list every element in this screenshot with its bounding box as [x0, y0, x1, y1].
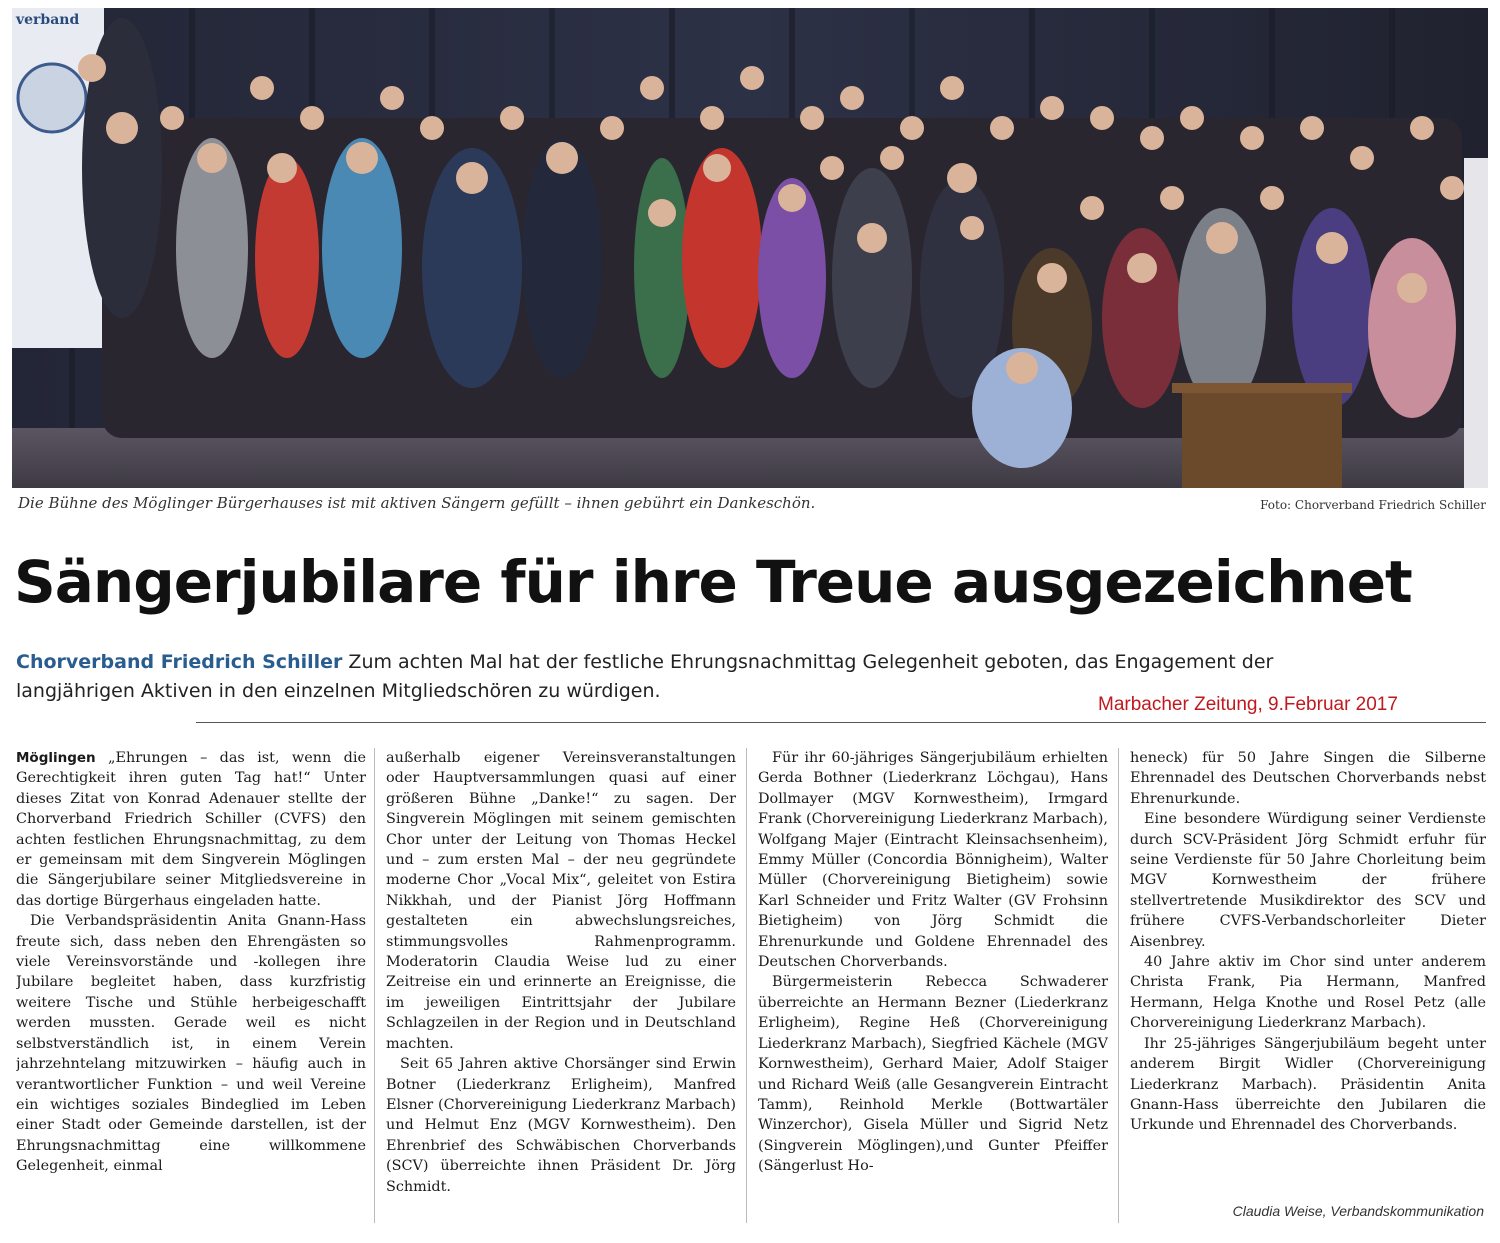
paragraph: Für ihr 60-jähriges Sängerjubiläum erhielten Gerda Bothner (Liederkranz Löchgau), Hans Dollmayer (MGV Kornwestheim), Irmgard Frank (Chorvereinigung Liederkranz Marbach), Wolfgang Majer (Eintracht Kleinsachsenheim), Emmy Müller (Concordia Bönnigheim), Walter Müller (Chorvereinigung Bietigheim) sowie Karl Schneider und Fritz Walter (GV Frohsinn Bietigheim) von Jörg Schmidt die Ehrenurkunde und Goldene Ehrennadel des Deutschen Chorverbands. [758, 750, 1108, 971]
group-photo [12, 8, 1488, 488]
headline: Sängerjubilare für ihre Treue ausgezeichnet [14, 548, 1412, 616]
article-column-1 [16, 748, 366, 1228]
paragraph-text: „Ehrungen – das ist, wenn die Gerechtigkeit ihren guten Tag hat!“ Unter dieses Zitat von Konrad Adenauer stellte der Chorverband Friedrich Schiller (CVFS) den achten festlichen Ehrungsnachmittag, zu dem er gemeinsam mit dem Singverein Möglingen die Sängerjubilare seiner Mitgliedsvereine in das dortige Bürgerhaus eingeladen hatte. [16, 750, 366, 909]
column-divider [374, 748, 375, 1223]
paragraph [16, 748, 366, 911]
column-divider [746, 748, 747, 1223]
paragraph: Seit 65 Jahren aktive Chorsänger sind Erwin Botner (Liederkranz Erligheim), Manfred Elsner (Chorvereinigung Liederkranz Marbach) und Helmut Enz (MGV Kornwestheim). Den Ehrenbrief des Schwäbischen Chorverbands (SCV) überreichte ihnen Präsident Dr. Jörg Schmidt. [386, 1056, 736, 1195]
article-column-4 [1130, 748, 1486, 1228]
source-note: Marbacher Zeitung, 9.Februar 2017 [1098, 694, 1398, 715]
lectern [1182, 388, 1342, 488]
dateline: Möglingen [16, 750, 96, 766]
paragraph: 40 Jahre aktiv im Chor sind unter anderem Christa Frank, Pia Hermann, Manfred Hermann, Helga Knothe und Rosel Petz (alle Chorvereinigung Liederkranz Marbach). [1130, 954, 1486, 1032]
article-column-2 [386, 748, 736, 1228]
photo-caption: Die Bühne des Möglinger Bürgerhauses ist mit aktiven Sängern gefüllt – ihnen gebührt ein Dankeschön. [18, 494, 816, 512]
banner-text: verband [16, 12, 80, 28]
paragraph: Bürgermeisterin Rebecca Schwaderer überreichte an Hermann Bezner (Liederkranz Erligheim), Regine Heß (Chorvereinigung Liederkranz Marbach), Siegfried Kächele (MGV Kornwestheim), Gerhard Maier, Adolf Staiger und Richard Weiß (alle Gesangverein Eintracht Tamm), Reinhold Merkle (Bottwartäler Winzerchor), Gisela Müller und Sigrid Netz (Singverein Möglingen),und Gunter Pfeiffer (Sängerlust Ho- [758, 974, 1108, 1175]
divider [196, 722, 1486, 723]
author-byline: Claudia Weise, Verbandskommunikation [1232, 1203, 1484, 1219]
paragraph: Ihr 25-jähriges Sängerjubiläum begeht unter anderem Birgit Widler (Chorvereinigung Liederkranz Marbach). Präsidentin Anita Gnann-Hass überreichte den Jubilaren die Urkunde und Ehrennadel des Chorverbands. [1130, 1035, 1486, 1134]
article-column-3 [758, 748, 1108, 1228]
choir-stage-image [12, 8, 1488, 488]
paragraph: heneck) für 50 Jahre Singen die Silberne Ehrennadel des Deutschen Chorverbands nebst Ehrenurkunde. [1130, 750, 1486, 807]
column-divider [1118, 748, 1119, 1223]
lead-text: Zum achten Mal hat der festliche Ehrungsnachmittag Gelegenheit geboten, das Engagement der langjährigen Aktiven in den einzelnen Mitgliedschören zu würdigen. [16, 651, 1274, 702]
paragraph: außerhalb eigener Vereinsveranstaltungen oder Hauptversammlungen quasi auf einer größeren Bühne „Danke!“ zu sagen. Der Singverein Möglingen mit seinem gemischten Chor unter der Leitung von Thomas Heckel und – zum ersten Mal – der neu gegründete moderne Chor „Vocal Mix“, geleitet von Estira Nikkhah, und der Pianist Jörg Hoffmann gestalteten ein abwechslungsreiches, stimmungsvolles Rahmenprogramm. Moderatorin Claudia Weise lud zu einer Zeitreise ein und erinnerte an Ereignisse, die im jeweiligen Eintrittsjahr der Jubilare Schlagzeilen in der Region und in Deutschland machten. [386, 750, 736, 1052]
kicker: Chorverband Friedrich Schiller [16, 651, 343, 673]
paragraph: Die Verbandspräsidentin Anita Gnann-Hass freute sich, dass neben den Ehrengästen so viele Vereinsvorstände und -kollegen ihre Jubilare begleitet haben, dass kurzfristig weitere Tische und Stühle herbeigeschafft werden mussten. Gerade weil es nicht selbstverständlich ist, in einem Verein jahrzehntelang mitzuwirken – häufig auch in verantwortlicher Funktion – und weil Vereine ein wichtiges soziales Bindeglied im Leben einer Stadt oder Gemeinde darstellen, ist der Ehrungsnachmittag eine willkommene Gelegenheit, einmal [16, 913, 366, 1175]
paragraph: Eine besondere Würdigung seiner Verdienste durch SCV-Präsident Jörg Schmidt erfuhr für seine Verdienste für 50 Jahre Chorleitung beim MGV Kornwestheim der frühere stellvertretende Musikdirektor des SCV und frühere CVFS-Verbandschorleiter Dieter Aisenbrey. [1130, 811, 1486, 950]
photo-credit: Foto: Chorverband Friedrich Schiller [1260, 498, 1486, 512]
